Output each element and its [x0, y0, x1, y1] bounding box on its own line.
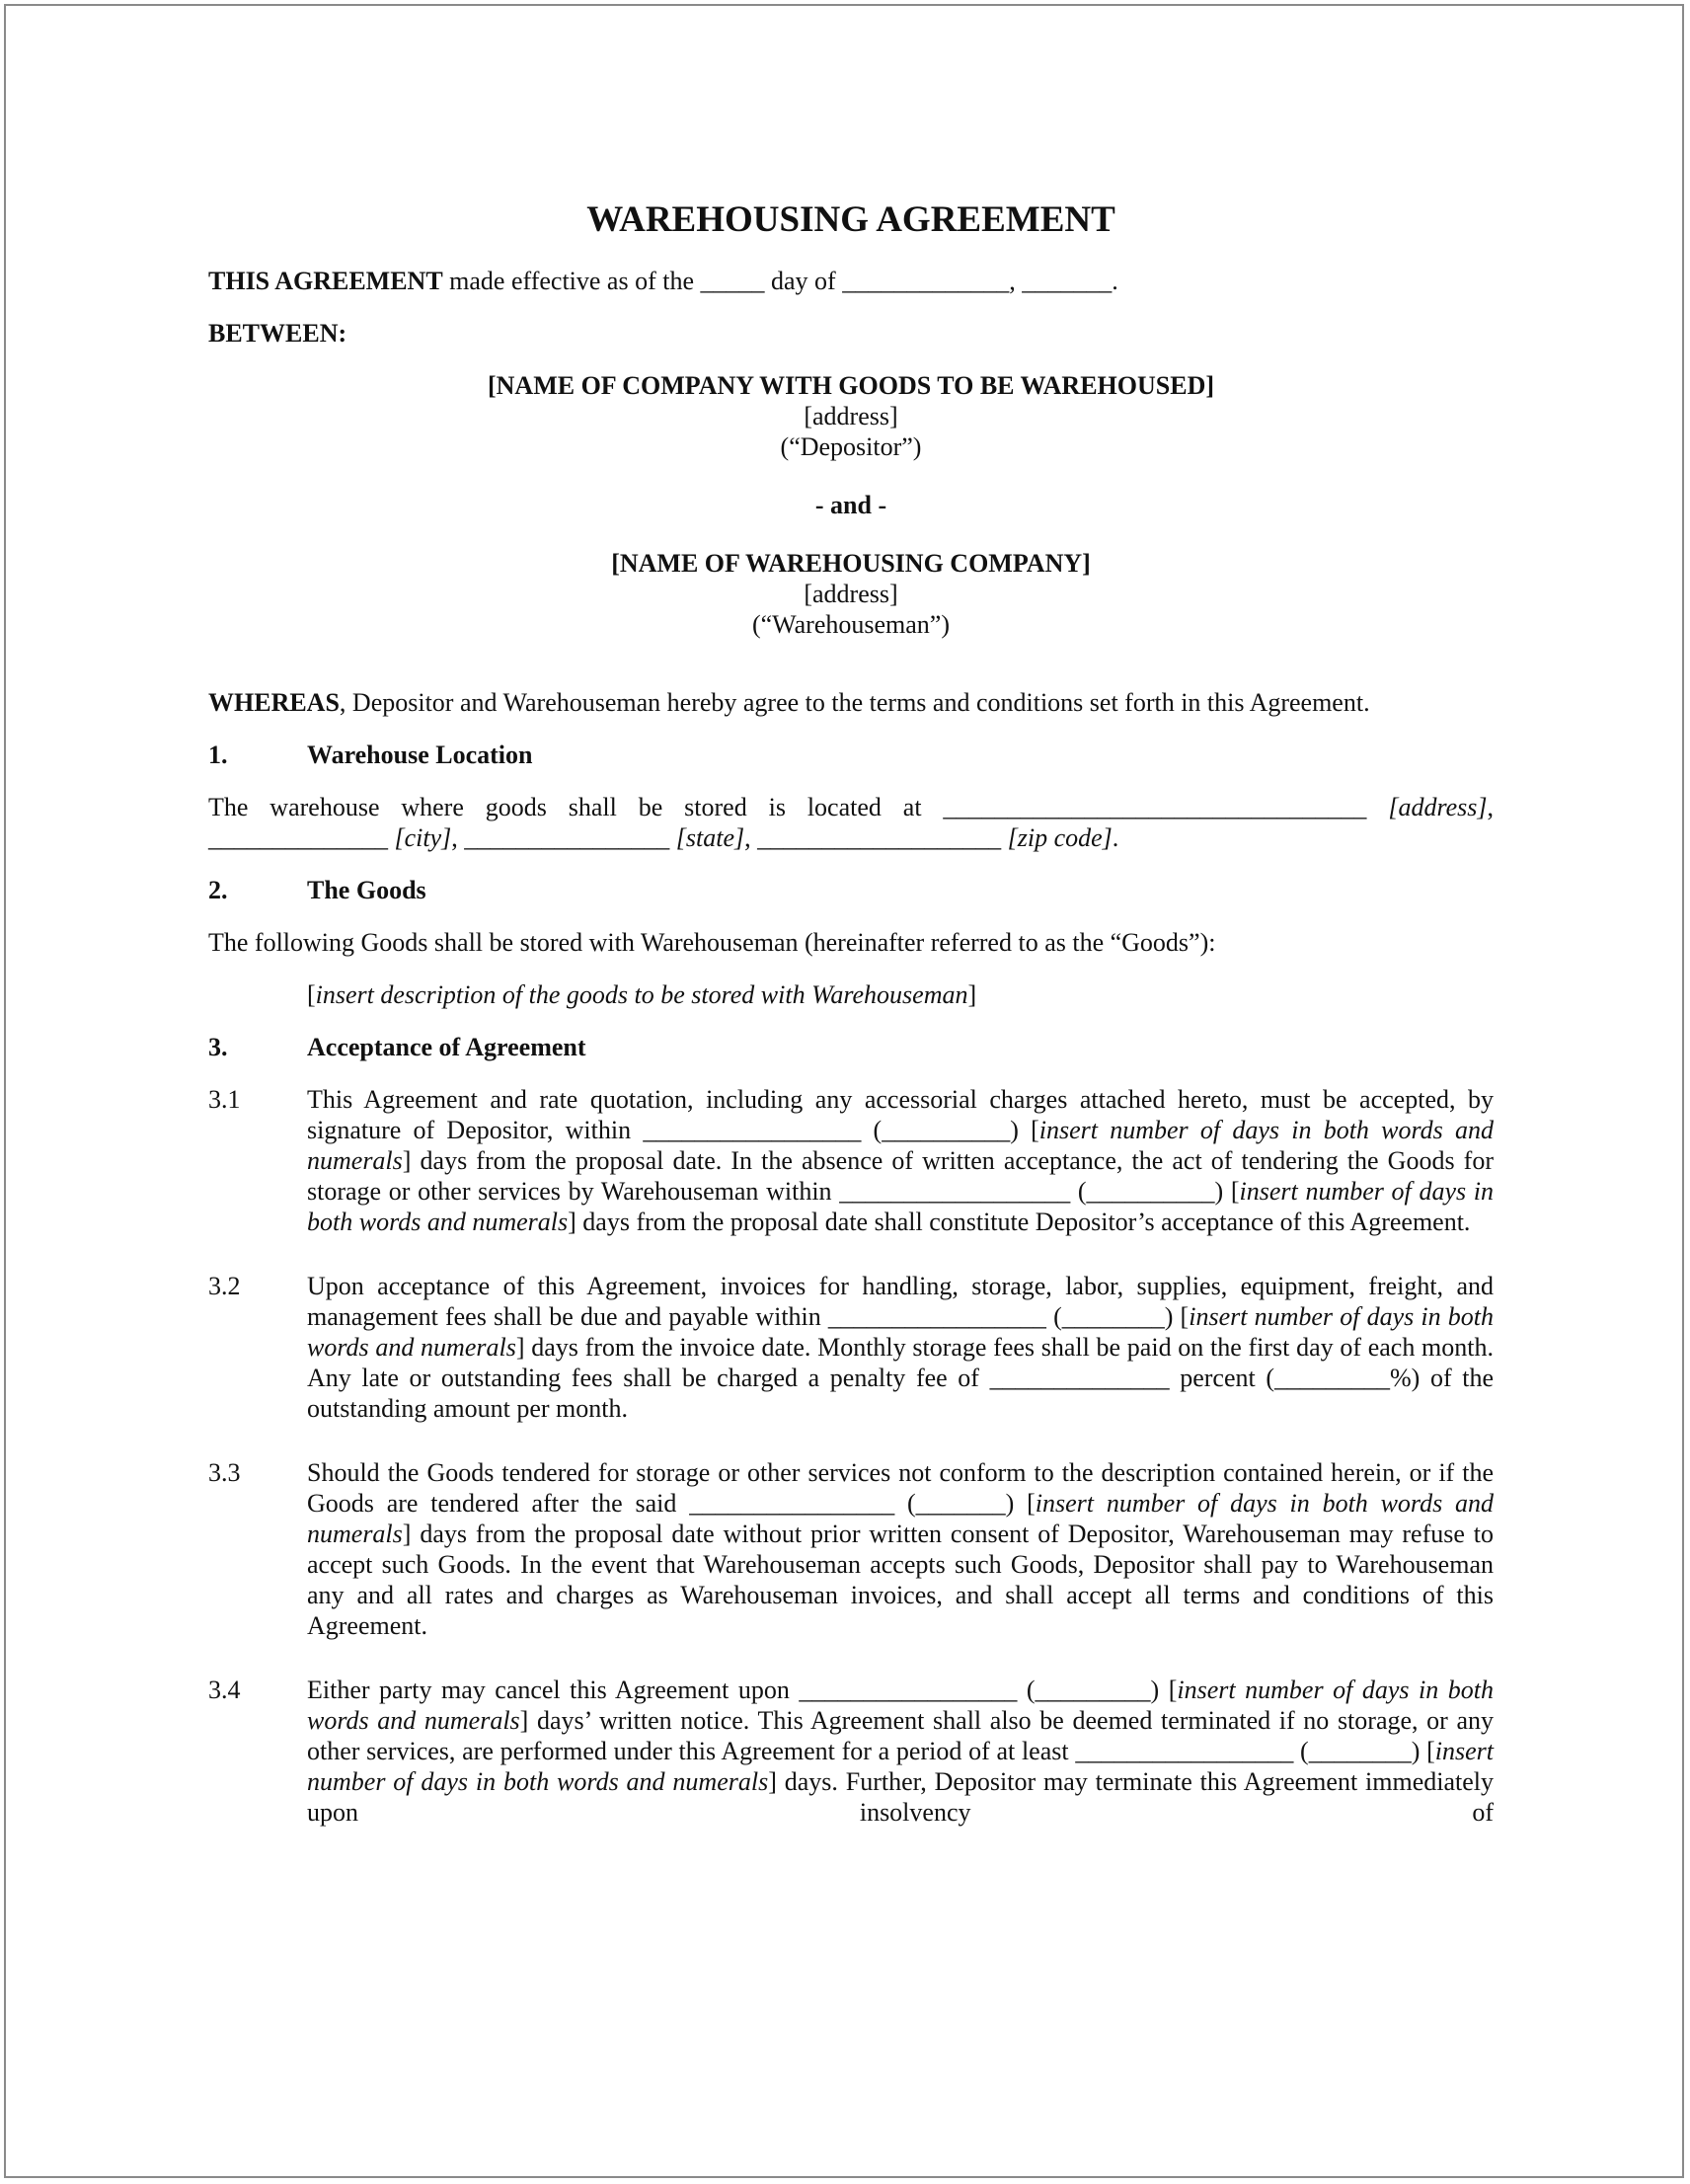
document-body — [208, 198, 1494, 1828]
clause-text-part: Should the Goods tendered for storage or other services not conform to the description contained herein, or if the Goods are tendered after the said ________________ (_______) [ — [307, 1458, 1494, 1518]
s1-state-placeholder: [state] — [675, 823, 745, 852]
section-1-title: Warehouse Location — [307, 741, 533, 769]
clause-placeholder: insert number of days in both words and numerals — [307, 1116, 1494, 1175]
party-warehouseman-alias: (“Warehouseman”) — [751, 610, 950, 639]
s1-text-part: The warehouse where goods shall be stored is located at _________________________________ — [208, 793, 1389, 821]
clause-text-part: ] days from the proposal date shall constitute Depositor’s acceptance of this Agreement. — [568, 1208, 1471, 1236]
s1-zip-placeholder: [zip code] — [1007, 823, 1113, 852]
clause-3-3-text — [307, 1457, 1494, 1641]
clause-text-part: ] days. Further, Depositor may terminate this Agreement immediately upon insolvency of — [307, 1767, 1494, 1827]
section-1-heading — [208, 740, 1494, 770]
party-warehouseman-address: [address] — [804, 580, 898, 608]
clause-text-part: ] days from the invoice date. Monthly storage fees shall be paid on the first day of each month. Any late or outstanding fees shall be charged a penalty fee of ______________ percent (_________%) of the outstanding amount per month. — [307, 1333, 1494, 1423]
section-3-title: Acceptance of Agreement — [307, 1033, 586, 1061]
section-2-text: The following Goods shall be stored with Warehouseman (hereinafter referred to as the “Goods”): — [208, 928, 1216, 957]
whereas-text: , Depositor and Warehouseman hereby agree to the terms and conditions set forth in this Agreement. — [339, 688, 1370, 717]
clause-3-1-text — [307, 1084, 1494, 1237]
s1-text-part: , ___________________ — [744, 823, 1008, 852]
clause-text-part: Either party may cancel this Agreement upon _________________ (_________) [ — [307, 1676, 1178, 1704]
clause-text-part: This Agreement and rate quotation, including any accessorial charges attached hereto, must be accepted, by signature of Depositor, within _________________ (__________) [ — [307, 1085, 1494, 1144]
clause-3-2-number: 3.2 — [208, 1272, 241, 1300]
whereas-bold: WHEREAS — [208, 688, 340, 717]
clause-3-3 — [208, 1457, 1494, 1641]
clause-3-3-number: 3.3 — [208, 1458, 241, 1487]
document-page — [4, 4, 1684, 2178]
section-2-insert — [208, 979, 1494, 1010]
section-2-number: 2. — [208, 876, 228, 904]
party-depositor-alias: (“Depositor”) — [780, 432, 922, 461]
s1-text-part: . — [1112, 823, 1119, 852]
s1-address-placeholder: [address] — [1388, 793, 1488, 821]
clause-placeholder: insert number of days in both words and numerals — [307, 1737, 1494, 1796]
clause-placeholder: insert number of days in both words and numerals — [307, 1489, 1495, 1548]
clause-3-1-number: 3.1 — [208, 1085, 241, 1114]
between-label: BETWEEN: — [208, 319, 347, 348]
party-depositor — [208, 370, 1494, 462]
intro-text: made effective as of the _____ day of _____________, _______. — [442, 267, 1118, 295]
section-1-number: 1. — [208, 741, 228, 769]
intro-paragraph — [208, 266, 1494, 296]
clause-3-2 — [208, 1271, 1494, 1424]
document-title: WAREHOUSING AGREEMENT — [586, 199, 1115, 240]
section-3-number: 3. — [208, 1033, 228, 1061]
and-separator: - and - — [814, 491, 887, 519]
clause-3-1 — [208, 1084, 1494, 1237]
s1-text-part: , ________________ — [451, 823, 676, 852]
clause-3-4-number: 3.4 — [208, 1676, 241, 1704]
clause-placeholder: insert number of days in both words and numerals — [307, 1177, 1495, 1236]
clause-3-2-text — [307, 1271, 1494, 1424]
clause-3-4 — [208, 1675, 1494, 1828]
intro-bold: THIS AGREEMENT — [208, 267, 443, 295]
section-2-title: The Goods — [307, 876, 426, 904]
clause-placeholder: insert number of days in both words and numerals — [307, 1302, 1494, 1362]
party-depositor-address: [address] — [804, 402, 898, 430]
clause-text-part: ] days from the proposal date without prior written consent of Depositor, Warehouseman may refuse to accept such Goods. In the event that Warehouseman accepts such Goods, Depositor shall pay to Warehouseman any and all rates and charges as Warehouseman invoices, and shall accept all terms and conditions of this Agreement. — [307, 1520, 1494, 1640]
s2-bracket: ] — [967, 980, 977, 1009]
clause-3-4-text — [307, 1675, 1494, 1828]
clause-text-part: Upon acceptance of this Agreement, invoices for handling, storage, labor, supplies, equipment, freight, and management fees shall be due and payable within _________________ (________) [ — [307, 1272, 1494, 1331]
s1-text-part: , ______________ — [208, 793, 1494, 852]
whereas-paragraph — [208, 687, 1494, 718]
clause-text-part: ] days from the proposal date. In the absence of written acceptance, the act of tendering the Goods for storage or other services by Warehouseman within __________________ (__________) [ — [307, 1146, 1494, 1206]
party-depositor-name: [NAME OF COMPANY WITH GOODS TO BE WAREHOUSED] — [487, 371, 1215, 400]
section-3-heading — [208, 1032, 1494, 1062]
s1-city-placeholder: [city] — [394, 823, 452, 852]
s2-bracket: [ — [307, 980, 316, 1009]
section-2-heading — [208, 875, 1494, 905]
clause-text-part: ] days’ written notice. This Agreement shall also be deemed terminated if no storage, or any other services, are performed under this Agreement for a period of at least _________________ (________) [ — [307, 1706, 1494, 1765]
party-warehouseman-name: [NAME OF WAREHOUSING COMPANY] — [611, 549, 1091, 578]
section-1-text — [208, 792, 1494, 853]
clause-placeholder: insert number of days in both words and numerals — [307, 1676, 1494, 1735]
s2-goods-placeholder: insert description of the goods to be stored with Warehouseman — [315, 980, 968, 1009]
party-warehouseman — [208, 548, 1494, 640]
